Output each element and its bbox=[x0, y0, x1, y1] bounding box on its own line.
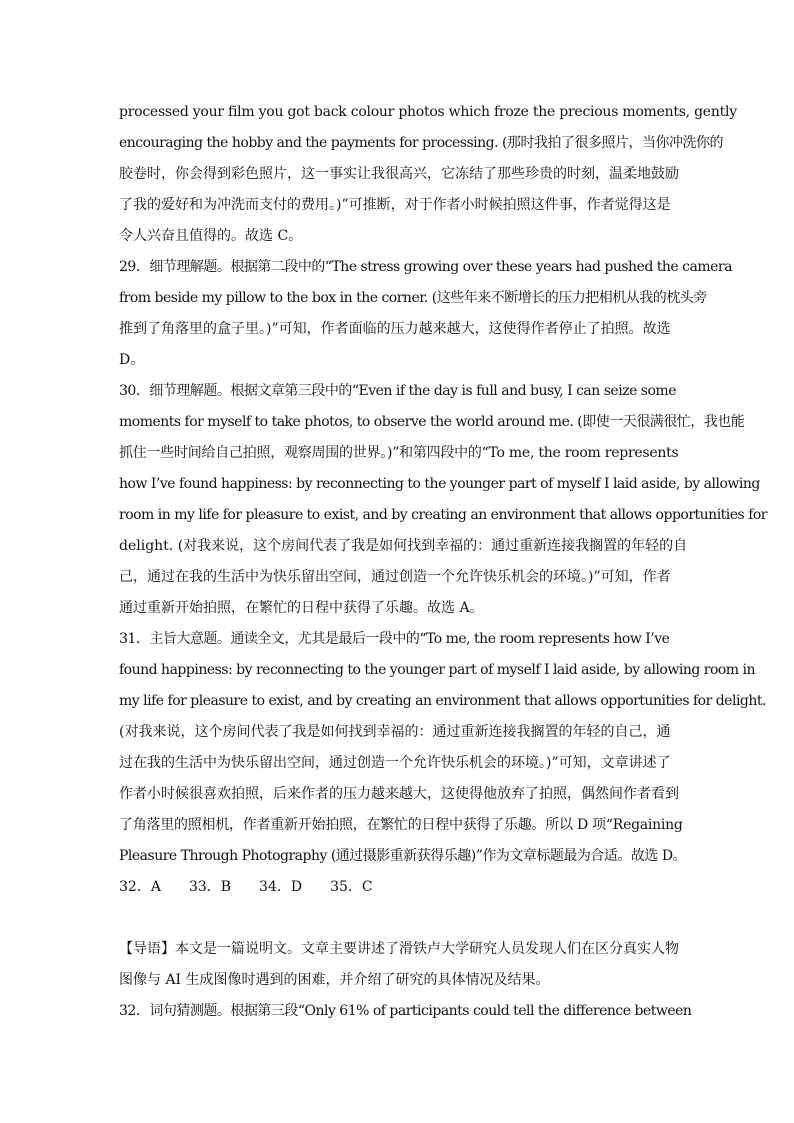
text-line: 31．主旨大意题。通读全文，尤其是最后一段中的“To me, the room represents how I’ve bbox=[119, 631, 670, 647]
text-line: 29．细节理解题。根据第二段中的“The stress growing over these years had pushed the camera bbox=[119, 259, 732, 275]
answer-item: 35．C bbox=[330, 879, 373, 895]
text-line: room in my life for pleasure to exist, and by creating an environment that allows opportunities for bbox=[119, 507, 767, 523]
text-line: 了角落里的照相机，作者重新开始拍照，在繁忙的日程中获得了乐趣。所以 D 项“Regaining bbox=[119, 817, 683, 833]
text-line: 令人兴奋且值得的。故选 C。 bbox=[119, 228, 303, 244]
text-line: found happiness: by reconnecting to the younger part of myself I laid aside, by allowing room in bbox=[119, 662, 756, 678]
text-line: (对我来说，这个房间代表了我是如何找到幸福的：通过重新连接我搁置的年轻的自己，通 bbox=[119, 724, 671, 740]
answer-item: 33．B bbox=[188, 879, 232, 895]
text-line: encouraging the hobby and the payments for processing. (那时我拍了很多照片，当你冲洗你的 bbox=[119, 135, 723, 151]
text-line: my life for pleasure to exist, and by creating an environment that allows opportunities for delight. bbox=[119, 693, 766, 709]
text-line: 了我的爱好和为冲洗而支付的费用。)”可推断，对于作者小时候拍照这件事，作者觉得这是 bbox=[119, 197, 671, 213]
text-line: 过在我的生活中为快乐留出空间，通过创造一个允许快乐机会的环境。)”可知，文章讲述了 bbox=[119, 755, 671, 771]
answer-row bbox=[119, 877, 401, 897]
text-line: 图像与 AI 生成图像时遇到的困难，并介绍了研究的具体情况及结果。 bbox=[119, 972, 550, 988]
text-line: delight. (对我来说，这个房间代表了我是如何找到幸福的：通过重新连接我搁置的年轻的自 bbox=[119, 538, 688, 554]
text-line: D。 bbox=[119, 352, 145, 368]
text-line: 己，通过在我的生活中为快乐留出空间，通过创造一个允许快乐机会的环境。)”可知，作者 bbox=[119, 569, 671, 585]
answer-item: 32．A bbox=[119, 879, 161, 895]
text-line: 作者小时候很喜欢拍照，后来作者的压力越来越大，这使得他放弃了拍照，偶然间作者看到 bbox=[119, 786, 679, 802]
text-line: 30．细节理解题。根据文章第三段中的“Even if the day is full and busy, I can seize some bbox=[119, 383, 676, 399]
text-line: processed your film you got back colour photos which froze the precious moments, gently bbox=[119, 104, 737, 120]
text-line: 推到了角落里的盒子里。)”可知，作者面临的压力越来越大，这使得作者停止了拍照。故选 bbox=[119, 321, 671, 337]
text-line: 抓住一些时间给自己拍照，观察周围的世界。)”和第四段中的“To me, the room represents bbox=[119, 445, 679, 461]
text-line: from beside my pillow to the box in the corner. (这些年来不断增长的压力把相机从我的枕头旁 bbox=[119, 290, 707, 306]
answer-item: 34．D bbox=[259, 879, 303, 895]
text-line: moments for myself to take photos, to observe the world around me. (即使一天很满很忙，我也能 bbox=[119, 414, 745, 430]
text-line: 胶卷时，你会得到彩色照片，这一事实让我很高兴，它冻结了那些珍贵的时刻，温柔地鼓励 bbox=[119, 166, 679, 182]
text-line: Pleasure Through Photography (通过摄影重新获得乐趣)”作为文章标题最为合适。故选 D。 bbox=[119, 848, 687, 864]
text-line: 【导语】本文是一篇说明文。文章主要讲述了滑铁卢大学研究人员发现人们在区分真实人物 bbox=[119, 941, 679, 957]
text-line: 通过重新开始拍照，在繁忙的日程中获得了乐趣。故选 A。 bbox=[119, 600, 484, 616]
text-line: how I’ve found happiness: by reconnecting to the younger part of myself I laid aside, by allowing bbox=[119, 476, 760, 492]
text-line: 32．词句猜测题。根据第三段“Only 61% of participants could tell the difference between bbox=[119, 1003, 692, 1019]
